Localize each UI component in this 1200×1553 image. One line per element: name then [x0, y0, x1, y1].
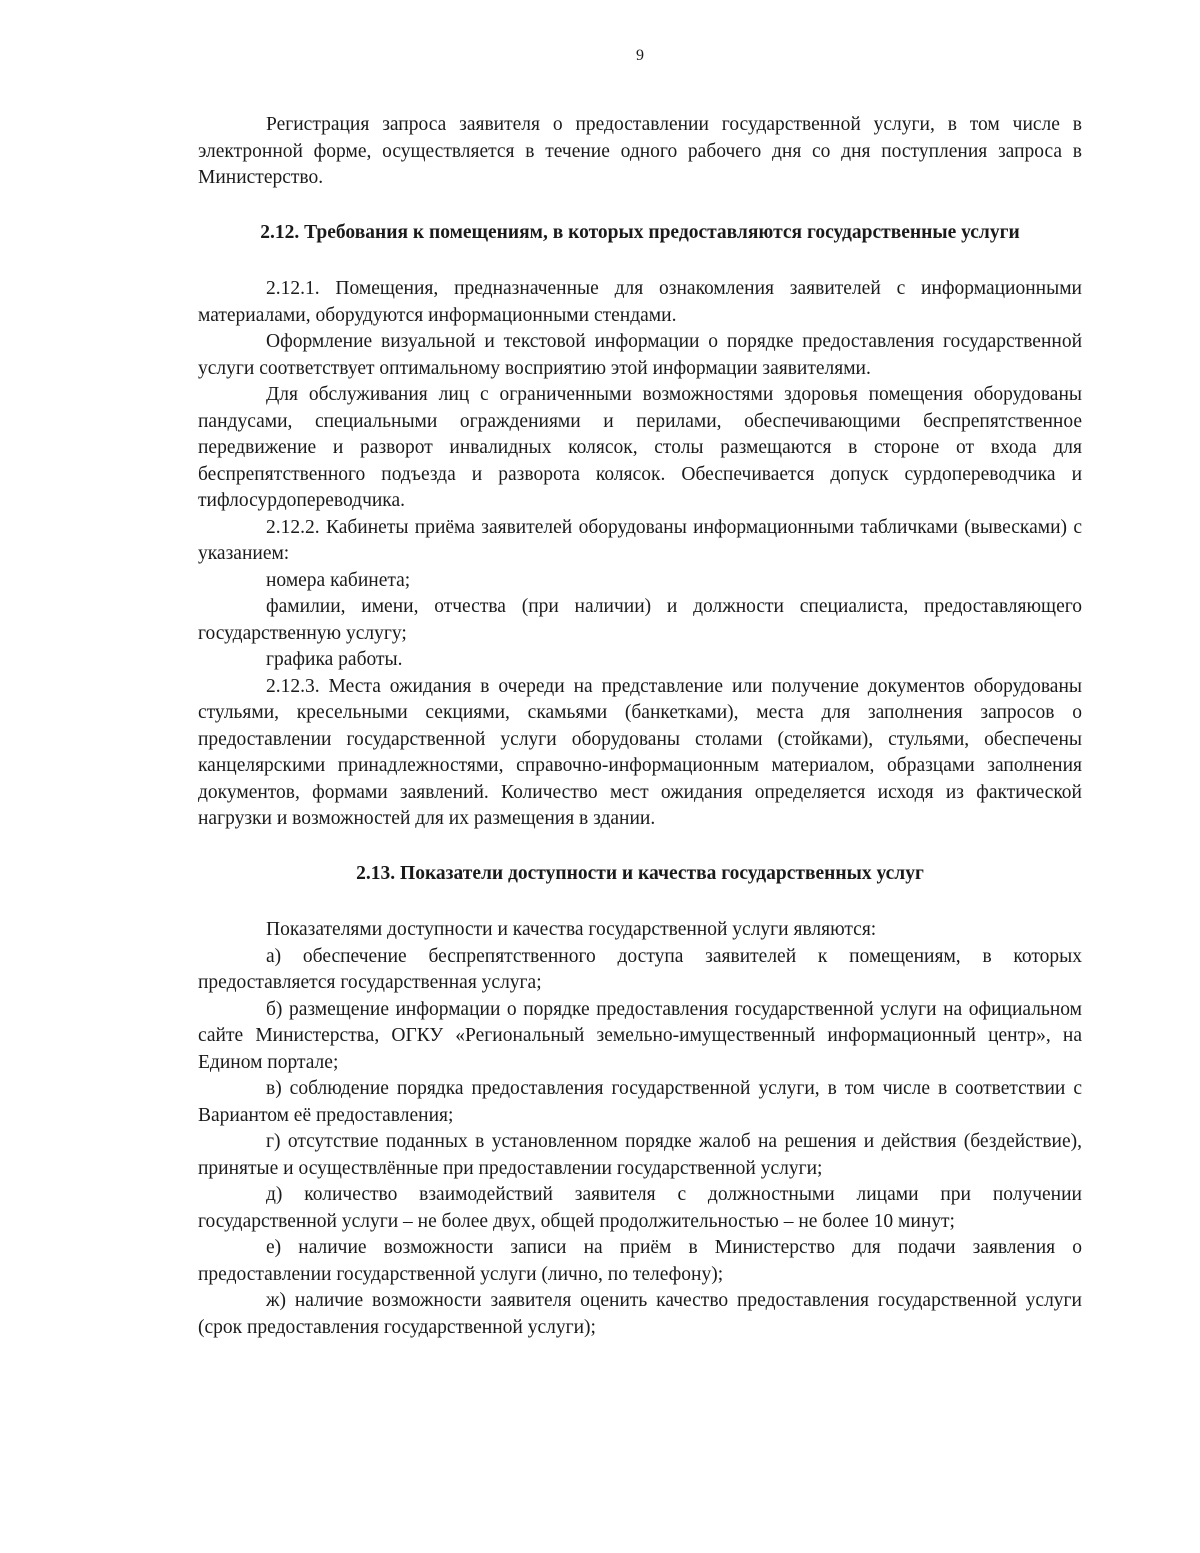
paragraph-indicators-intro: Показателями доступности и качества государственной услуги являются:: [266, 919, 877, 940]
section-heading-2-12: 2.12. Требования к помещениям, в которых предоставляются государственные услуги: [260, 221, 1020, 243]
paragraph-2-12-1: 2.12.1. Помещения, предназначенные для ознакомления заявителей с информационными материалами, оборудуются информационными стендами.: [198, 278, 1082, 326]
document-body: [198, 112, 1082, 1341]
list-item-b: б) размещение информации о порядке предоставления государственной услуги на официальном сайте Министерства, ОГКУ «Региональный земельно-имущественный информационный центр», на Едином портале;: [198, 998, 1082, 1073]
list-item-g: г) отсутствие поданных в установленном порядке жалоб на решения и действия (бездействие), принятые и осуществлённые при предоставлении государственной услуги;: [198, 1131, 1082, 1179]
paragraph-2-12-2: 2.12.2. Кабинеты приёма заявителей оборудованы информационными табличками (вывесками) с указанием:: [198, 516, 1082, 564]
list-item-room-number: номера кабинета;: [266, 569, 411, 591]
paragraph-visual-info: Оформление визуальной и текстовой информации о порядке предоставления государственной услуги соответствует оптимальному восприятию этой информации заявителями.: [198, 331, 1082, 379]
paragraph-2-12-3: 2.12.3. Места ожидания в очереди на представление или получение документов оборудованы стульями, кресельными секциями, скамьями (банкетками), места для заполнения запросов о предоставлении государственной услуги оборудованы столами (стойками), стульями, обеспечены канцелярскими принадлежностями, справочно-информационным материалом, образцами заполнения документов, формами заявлений. Количество мест ожидания определяется исходя из фактической нагрузки и возможностей для их размещения в здании.: [198, 675, 1082, 829]
section-heading-2-13: 2.13. Показатели доступности и качества государственных услуг: [356, 862, 924, 884]
list-item-work-schedule: графика работы.: [266, 649, 403, 670]
list-item-zh: ж) наличие возможности заявителя оценить качество предоставления государственной услуги (срок предоставления государственной услуги);: [198, 1290, 1082, 1338]
list-item-specialist-name: фамилии, имени, отчества (при наличии) и должности специалиста, предоставляющего государственную услугу;: [198, 596, 1082, 644]
list-item-v: в) соблюдение порядка предоставления государственной услуги, в том числе в соответствии с Вариантом её предоставления;: [198, 1078, 1082, 1126]
intro-paragraph: Регистрация запроса заявителя о предоставлении государственной услуги, в том числе в электронной форме, осуществляется в течение одного рабочего дня со дня поступления запроса в Министерство.: [198, 114, 1082, 188]
list-item-e: е) наличие возможности записи на приём в Министерство для подачи заявления о предоставлении государственной услуги (лично, по телефону);: [198, 1237, 1082, 1285]
page-number: 9: [636, 47, 644, 64]
list-item-d: д) количество взаимодействий заявителя с должностными лицами при получении государственной услуги – не более двух, общей продолжительностью – не более 10 минут;: [198, 1184, 1082, 1232]
paragraph-accessibility: Для обслуживания лиц с ограниченными возможностями здоровья помещения оборудованы пандусами, специальными ограждениями и перилами, обеспечивающими беспрепятственное передвижение и разворот инвалидных колясок, столы размещаются в стороне от входа для беспрепятственного подъезда и разворота колясок. Обеспечивается допуск сурдопереводчика и тифлосурдопереводчика.: [198, 384, 1082, 511]
list-item-a: а) обеспечение беспрепятственного доступа заявителей к помещениям, в которых предоставляется государственная услуга;: [198, 945, 1082, 993]
